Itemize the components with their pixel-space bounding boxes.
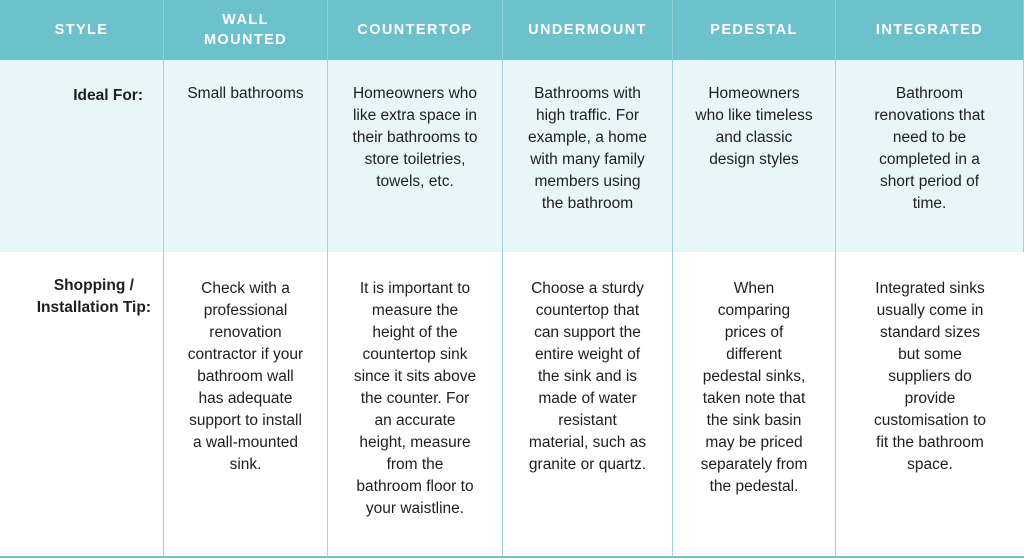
ideal-for-integrated-text: Bathroom renovations that need to be completed in a short period of time. bbox=[874, 85, 985, 212]
row-label-shopping-tip-text: Shopping / Installation Tip: bbox=[36, 277, 151, 316]
tip-integrated-text: Integrated sinks usually come in standard sizes but some suppliers do provide customisation to fit the bathroom space. bbox=[874, 280, 986, 473]
tip-integrated bbox=[836, 252, 1024, 558]
header-integrated-text: INTEGRATED bbox=[875, 22, 984, 38]
header-undermount-text: UNDERMOUNT bbox=[528, 22, 647, 38]
header-pedestal bbox=[673, 0, 836, 60]
ideal-for-pedestal-text: Homeowners who like timeless and classic design styles bbox=[695, 85, 813, 168]
ideal-for-integrated bbox=[836, 60, 1024, 252]
header-style-text: STYLE bbox=[54, 22, 109, 38]
tip-pedestal bbox=[673, 252, 836, 558]
header-style bbox=[0, 0, 164, 60]
tip-wall-mounted-text: Check with a professional renovation contractor if your bathroom wall has adequate support to install a wall-mounted sink. bbox=[187, 280, 304, 473]
ideal-for-pedestal bbox=[673, 60, 836, 252]
tip-wall-mounted bbox=[164, 252, 328, 558]
header-wall-mounted-text: WALL MOUNTED bbox=[203, 12, 288, 48]
row-label-ideal-for-text: Ideal For: bbox=[73, 87, 143, 104]
tip-countertop bbox=[328, 252, 503, 558]
row-label-ideal-for bbox=[0, 60, 164, 252]
tip-pedestal-text: When comparing prices of different pedestal sinks, taken note that the sink basin may be priced separately from the pedestal. bbox=[700, 280, 808, 495]
ideal-for-countertop-text: Homeowners who like extra space in their bathrooms to store toiletries, towels, etc. bbox=[352, 85, 478, 190]
ideal-for-wall-mounted-text: Small bathrooms bbox=[187, 85, 304, 102]
ideal-for-wall-mounted bbox=[164, 60, 328, 252]
header-pedestal-text: PEDESTAL bbox=[710, 22, 798, 38]
ideal-for-undermount bbox=[503, 60, 673, 252]
ideal-for-undermount-text: Bathrooms with high traffic. For example, a home with many family members using the bathroom bbox=[528, 85, 647, 212]
tip-countertop-text: It is important to measure the height of the countertop sink since it sits above the counter. For an accurate height, measure from the bathroom floor to your waistline. bbox=[353, 280, 477, 517]
header-integrated bbox=[836, 0, 1024, 60]
tip-undermount bbox=[503, 252, 673, 558]
header-countertop bbox=[328, 0, 503, 60]
tip-undermount-text: Choose a sturdy countertop that can support the entire weight of the sink and is made of water resistant material, such as granite or quartz. bbox=[528, 280, 647, 473]
ideal-for-countertop bbox=[328, 60, 503, 252]
row-label-shopping-tip bbox=[0, 252, 164, 558]
header-undermount bbox=[503, 0, 673, 60]
header-countertop-text: COUNTERTOP bbox=[357, 22, 473, 38]
header-wall-mounted bbox=[164, 0, 328, 60]
